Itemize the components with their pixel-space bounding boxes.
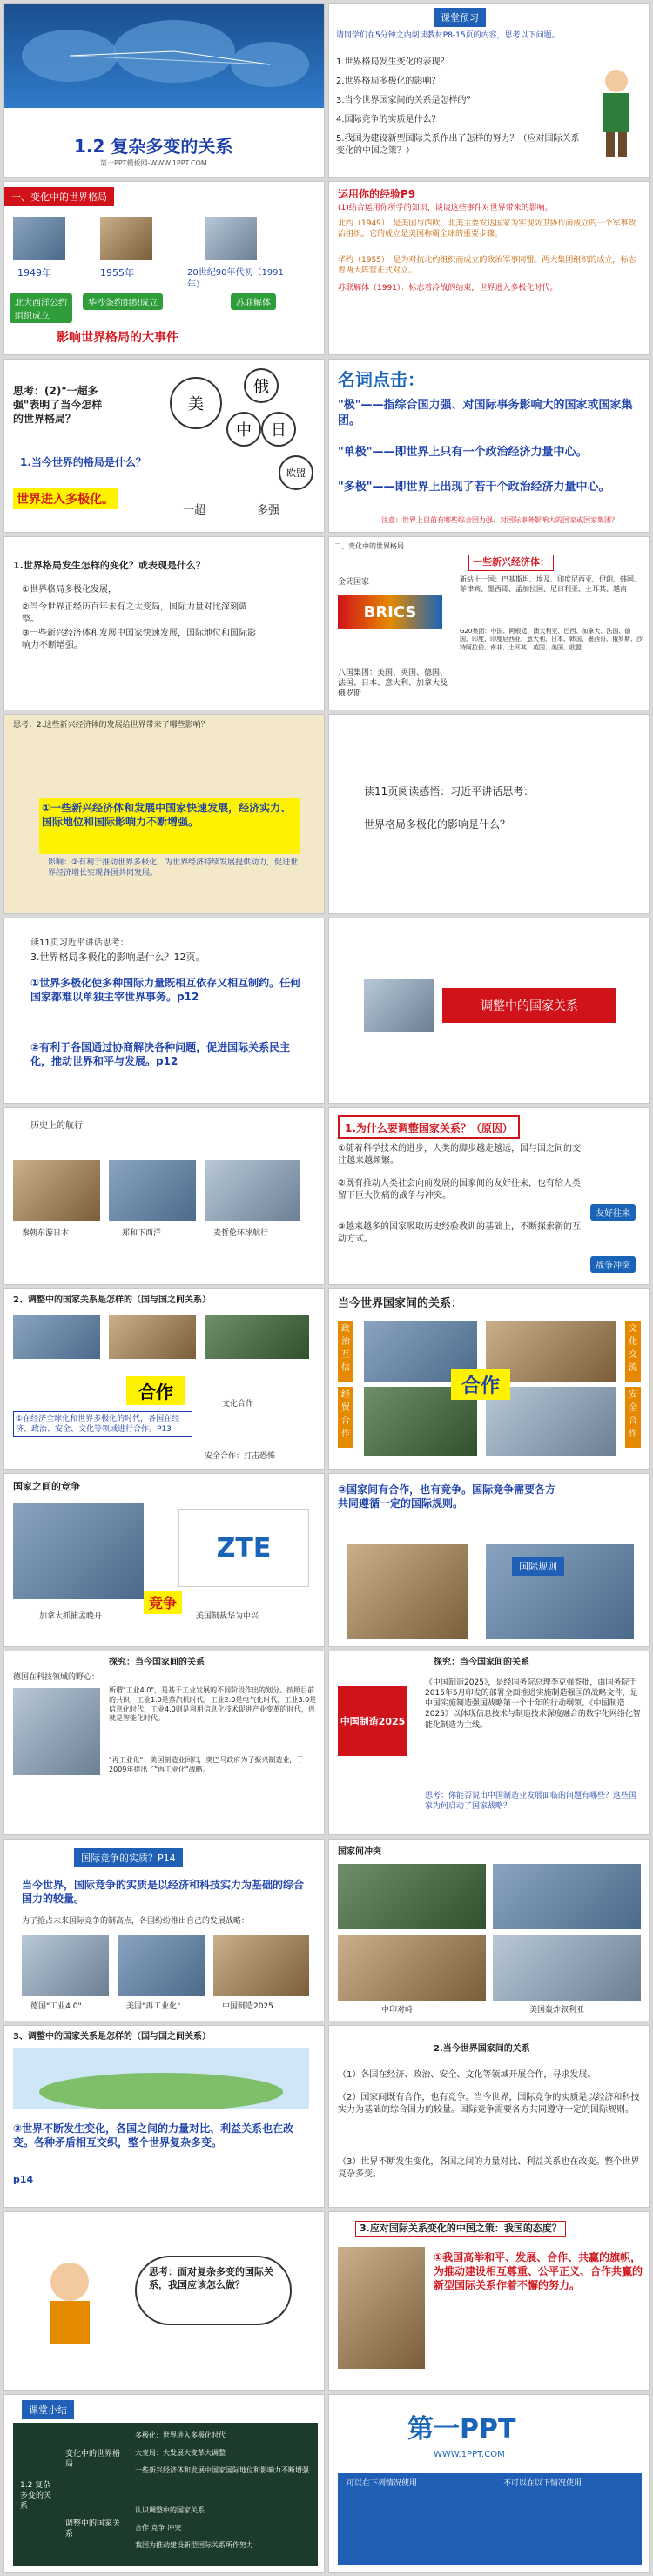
changing-page: p14 — [13, 2174, 34, 2185]
war-tag: 战争冲突 — [590, 1256, 636, 1273]
multipolar-question: 3.世界格局多极化的影响是什么？12页。 — [30, 952, 205, 963]
cooperation-big: 合作 — [138, 1382, 173, 1402]
reading-p1: 读11页阅读感悟：习近平讲话思考： — [364, 785, 535, 797]
multipolar-a2: ②有利于各国通过协商解决各种问题，促进国际关系民主化，推动世界和平与发展。p12 — [30, 1041, 291, 1068]
slide-terms — [328, 359, 650, 533]
conflict-caption-1: 中印对峙 — [381, 2006, 414, 2014]
think-bubble — [135, 2256, 292, 2325]
coop-caption-1: 文化合作 — [222, 1400, 254, 1409]
slide-relations-summary — [328, 2025, 650, 2208]
terms-note: 注意：世界上目前有哪些综合国力强、对国际事务影响大的国家或国家集团？ — [381, 516, 618, 524]
event-ussr: 苏联解体 — [231, 293, 276, 310]
pattern-question: 1.当今世界的格局是什么？ — [20, 456, 146, 468]
student-illustration — [30, 2256, 109, 2351]
competition-big-box — [144, 1591, 182, 1614]
slide-adjusting — [328, 918, 650, 1104]
year-1991: 20世纪90年代初（1991年） — [187, 268, 284, 290]
slide-why-adjust — [328, 1107, 650, 1285]
explore-photo — [13, 1688, 100, 1775]
experience-body-1: (1)结合运用你所学的知识，谈谈这些事件对世界带来的影响。 — [338, 204, 553, 212]
changes-question: 1.世界格局发生怎样的变化？或表现是什么？ — [13, 560, 205, 571]
circle-us: 美 — [170, 377, 222, 429]
changes-a1: ①世界格局多极化发展， — [22, 585, 117, 595]
cooperation-answer: ①在经济全球化和世界多极化的时代，各国在经济、政治、安全、文化等领域进行合作。P13 — [13, 1411, 192, 1437]
explore-china-body: 《中国制造2025》，是经国务院总理李克强签批，由国务院于2015年5月印发的部署全面推进实施制造强国的战略文件，是中国实施制造强国战略第一个十年的行动纲领。《中国制造2025》以体现信息技术与制造技术深度融合的数字化网络化智能化制造为主线。 — [425, 1678, 641, 1730]
voyage-caption-1: 秦朝东游日本 — [22, 1229, 70, 1238]
cooperation-big-box — [126, 1376, 185, 1405]
recap-item-5: 合作 竞争 冲突 — [135, 2524, 182, 2532]
circle-japan: 日 — [261, 412, 296, 447]
impact-answer: ①一些新兴经济体和发展中国家快速发展，经济实力、国际地位和国际影响力不断增强。 — [42, 802, 292, 829]
slide-relations — [328, 1288, 650, 1470]
label-one-super: 一超 — [183, 504, 206, 517]
nature-caption-2: 美国"再工业化" — [126, 2002, 181, 2011]
g8-text: 八国集团：美国、英国、德国、法国、日本、意大利、加拿大及俄罗斯 — [338, 669, 448, 699]
event-warsaw: 华沙条约组织成立 — [83, 293, 163, 310]
footer-panel — [338, 2473, 642, 2565]
footer-right: 不可以在以下情况使用 — [503, 2479, 582, 2488]
slide-competition — [3, 1473, 325, 1647]
think-text: 思考：(2)"一超多强"表明了当今怎样的世界格局？ — [13, 385, 103, 426]
recap-branch-1: 变化中的世界格局 — [65, 2450, 121, 2470]
think-bubble-text: 思考：面对复杂多变的国际关系，我国应该怎么做？ — [149, 2266, 273, 2290]
slide-think — [3, 2211, 325, 2391]
cooperation-question: 2、调整中的国家关系是怎样的（国与国之间关系） — [13, 1295, 211, 1305]
rules-photo — [347, 1544, 468, 1639]
nature-photo-3 — [213, 1935, 309, 1996]
voyages-title: 历史上的航行 — [30, 1121, 83, 1131]
slide-title-text: 1.2 复杂多变的关系 — [74, 136, 233, 157]
preview-intro: 请同学们在5分钟之内阅读教材P8-15页的内容，思考以下问题。 — [336, 31, 560, 40]
conflict-photo-3 — [338, 1935, 486, 2001]
relations-t4: 安全合作 — [625, 1387, 641, 1448]
slide-one-super — [3, 359, 325, 533]
slide-explore-germany — [3, 1651, 325, 1835]
emerging-header: 二、变化中的世界格局 — [334, 542, 404, 550]
events-caption: 影响世界格局的大事件 — [57, 331, 178, 345]
slide-reading — [328, 714, 650, 914]
preview-q3: 3.当今世界国家间的关系是怎样的？ — [336, 96, 475, 105]
zte-logo: ZTE — [178, 1509, 309, 1587]
slide-conflict — [328, 1839, 650, 2021]
section-header: 一、变化中的世界格局 — [4, 187, 114, 206]
relations-t2: 经贸合作 — [338, 1387, 353, 1448]
rules-answer: ②国家间有合作，也有竞争。国际竞争需要各方共同遵循一定的国际规则。 — [338, 1483, 556, 1510]
nature-answer: 当今世界，国际竞争的实质是以经济和科技实力为基础的综合国力的较量。 — [22, 1879, 305, 1906]
label-many-strong: 多强 — [257, 504, 280, 517]
world-map-graphic — [9, 8, 322, 111]
impact-answer-box — [39, 798, 300, 854]
term-pole: "极"——指综合国力强、对国际事务影响大的国家或国家集团。 — [338, 399, 633, 427]
footer-url: WWW.1PPT.COM — [434, 2450, 505, 2459]
explore-body: 所谓"工业4.0"，是基于工业发展的不同阶段作出的划分。按照目前的共识，工业1.0是蒸汽机时代，工业2.0是电气化时代，工业3.0是信息化时代，工业4.0则是利用信息化技术促进产业变革的时代，也就是智能化时代。 — [109, 1686, 317, 1723]
competition-big: 竞争 — [149, 1595, 178, 1611]
explore-china-question: 思考：你能否说出中国制造业发展面临的问题有哪些？这些国家为何启动了国家战略？ — [425, 1792, 637, 1812]
conflict-photo-1 — [338, 1864, 486, 1929]
relations-big: 合作 — [461, 1375, 501, 1397]
china-2025-logo: 中国制造2025 — [338, 1686, 407, 1756]
summary-a3: （3）世界不断发生变化，各国之间的力量对比、利益关系也在改变。整个世界复杂多变。 — [338, 2157, 640, 2179]
year-1949: 1949年 — [17, 267, 51, 279]
recap-item-4: 认识调整中的国家关系 — [135, 2506, 205, 2514]
impact-question: 思考：2.这些新兴经济体的发展给世界带来了哪些影响？ — [13, 721, 209, 730]
preview-q4: 4.国际竞争的实质是什么？ — [336, 115, 441, 124]
changes-a2: ②当今世界正经历百年未有之大变局，国际力量对比深刻调整。 — [22, 602, 247, 624]
year-1955: 1955年 — [100, 267, 134, 279]
next11-text: 新钻十一国：巴基斯坦、埃及、印度尼西亚、伊朗、韩国、菲律宾、墨西哥、孟加拉国、尼日利亚、土耳其、越南 — [460, 575, 641, 593]
relations-t1: 政治互信 — [338, 1321, 353, 1382]
world-banner — [13, 2048, 309, 2109]
experience-body-3: 华约（1955）：是为对抗北约组织而成立的政治军事同盟。两大集团组织的成立，标志着两大阵营正式对立。 — [338, 256, 636, 276]
terms-title: 名词点击： — [338, 369, 425, 390]
experience-title: 运用你的经验P9 — [338, 188, 416, 200]
relations-title: 当今世界国家间的关系： — [338, 1297, 463, 1310]
slide-china-policy — [328, 2211, 650, 2391]
recap-branch-2: 调整中的国家关系 — [65, 2519, 121, 2539]
voyage-photo-2 — [109, 1160, 196, 1221]
conflict-title: 国家间冲突 — [338, 1847, 381, 1857]
relations-t3: 文化交流 — [625, 1321, 641, 1382]
why-question-box — [338, 1115, 520, 1139]
answer-text: 世界进入多极化。 — [17, 493, 114, 507]
slide-competition-nature — [3, 1839, 325, 2021]
policy-answer: ①我国高举和平、发展、合作、共赢的旗帜，为推动建设相互尊重、公平正义、合作共赢的新型国际关系作着不懈的努力。 — [434, 2251, 643, 2292]
slide-experience — [328, 181, 650, 355]
event-nato: 北大西洋公约组织成立 — [10, 293, 72, 323]
slide-voyages — [3, 1107, 325, 1285]
circle-eu: 欧盟 — [279, 455, 313, 490]
ship-photo — [364, 979, 434, 1032]
slide-preview — [328, 3, 650, 178]
term-multipolar: "多极"——即世界上出现了若干个政治经济力量中心。 — [338, 481, 610, 494]
preview-badge: 课堂预习 — [434, 8, 486, 27]
rules-badge: 国际规则 — [512, 1557, 564, 1576]
answer-box — [13, 488, 118, 509]
conflict-photo-2 — [493, 1864, 641, 1929]
preview-q2: 2.世界格局多极化的影响？ — [336, 77, 441, 86]
slide-recap — [3, 2394, 325, 2573]
changing-question: 3、调整中的国家关系是怎样的（国与国之间关系） — [13, 2032, 211, 2041]
slide-changing-world — [3, 2025, 325, 2208]
footer-logo: 第一PPT — [407, 2414, 516, 2445]
conflict-caption-2: 美国轰炸叙利亚 — [529, 2006, 585, 2014]
coop-photo-2 — [109, 1315, 196, 1359]
recap-item-1: 多极化：世界进入多极化时代 — [135, 2431, 226, 2439]
teacher-illustration — [590, 65, 643, 161]
policy-question: 3.应对国际关系变化的中国之策：我国的态度？ — [355, 2221, 566, 2237]
explore-china-title: 探究：当今国家间的关系 — [434, 1658, 529, 1667]
relations-big-box — [451, 1369, 510, 1400]
ussr-photo — [205, 217, 257, 260]
recap-board — [13, 2423, 318, 2566]
slide-explore-china — [328, 1651, 650, 1835]
summary-title: 2.当今世界国家间的关系 — [434, 2044, 530, 2054]
competition-caption-1: 加拿大抓捕孟晚舟 — [39, 1612, 103, 1621]
slide-cooperation — [3, 1288, 325, 1470]
recap-item-3: 一些新兴经济体和发展中国家国际地位和影响力不断增强 — [135, 2466, 309, 2474]
experience-body-2: 北约（1949）：是美国与西欧、北美主要发达国家为实现防卫协作而成立的一个军事政治组织。它的成立是美国称霸全球的重要步骤。 — [338, 219, 636, 239]
slide-changes — [3, 536, 325, 710]
recap-badge: 课堂小结 — [22, 2400, 74, 2419]
friendly-tag: 友好往来 — [590, 1204, 636, 1221]
slide-world-events — [3, 181, 325, 355]
footer-left: 可以在下列情况使用 — [347, 2479, 418, 2488]
voyage-caption-3: 麦哲伦环球航行 — [213, 1229, 269, 1238]
summary-a1: （1）各国在经济、政治、安全、文化等领域开展合作，寻求发展。 — [338, 2070, 596, 2080]
recap-root: 1.2 复杂多变的关系 — [20, 2481, 52, 2512]
circle-russia: 俄 — [244, 368, 279, 403]
nature-photo-1 — [22, 1935, 109, 1996]
g20-text: G20集团：中国、阿根廷、澳大利亚、巴西、加拿大、法国、德国、印度、印度尼西亚、意大利、日本、韩国、墨西哥、俄罗斯、沙特阿拉伯、南非、土耳其、英国、美国、欧盟 — [460, 628, 643, 651]
competition-caption-2: 美国制裁华为中兴 — [196, 1612, 259, 1621]
explore-title: 探究：当今国家间的关系 — [109, 1658, 205, 1667]
emerging-tag: 一些新兴经济体： — [468, 555, 554, 571]
conflict-photo-4 — [493, 1935, 641, 2001]
recap-item-6: 我国为推动建设新型国际关系所作努力 — [135, 2541, 253, 2549]
slide-title — [3, 3, 325, 178]
why-a3: ③越来越多的国家吸取历史经验教训的基础上，不断探索新的互动方式。 — [338, 1222, 581, 1244]
experience-body-4: 苏联解体（1991）：标志着冷战的结束，世界进入多极化时代。 — [338, 284, 558, 293]
competition-photo-1 — [13, 1503, 144, 1599]
explore-sub: 德国在科技领域的野心： — [13, 1673, 100, 1682]
nature-caption-1: 德国"工业4.0" — [30, 2002, 82, 2011]
brics-logo: BRICS — [338, 595, 442, 629]
term-unipolar: "单极"——即世界上只有一个政治经济力量中心。 — [338, 446, 588, 459]
slide-subtitle: 第一PPT模板网-WWW.1PPT.COM — [100, 159, 207, 167]
reading-intro: 读11页习近平讲话思考： — [30, 938, 129, 948]
preview-q1: 1.世界格局发生变化的表现？ — [336, 57, 449, 67]
summary-a2: （2）国家间既有合作，也有竞争。当今世界，国际竞争的实质是以经济和科技实力为基础的综合国力的较量。国际竞争需要各方共同遵守一定的国际规则。 — [338, 2093, 640, 2115]
multipolar-a1: ①世界多极化使多种国际力量既相互依存又相互制约。任何国家都难以单独主宰世界事务。p12 — [30, 977, 301, 1004]
policy-photo — [338, 2247, 425, 2369]
voyage-caption-2: 郑和下西洋 — [122, 1229, 162, 1238]
recap-item-2: 大变局：大发展大变革大调整 — [135, 2449, 226, 2457]
changes-a3: ③一些新兴经济体和发展中国家快速发展，国际地位和国际影响力不断增强。 — [22, 629, 256, 650]
slide-rules — [328, 1473, 650, 1647]
nature-title: 国际竞争的实质？P14 — [74, 1848, 183, 1867]
slide-emerging — [328, 536, 650, 710]
nature-sub: 为了抢占未来国际竞争的制高点，各国纷纷推出自己的发展战略： — [22, 1917, 250, 1926]
adjusting-title: 调整中的国家关系 — [442, 988, 616, 1023]
nature-caption-3: 中国制造2025 — [222, 2002, 273, 2011]
reading-p2: 世界格局多极化的影响是什么？ — [364, 818, 511, 831]
coop-photo-1 — [13, 1315, 100, 1359]
slide-multipolar-impact — [3, 918, 325, 1104]
impact-note: 影响：②有利于推动世界多极化，为世界经济持续发展提供动力，促进世界经济增长实现各国共同发展。 — [48, 858, 299, 878]
competition-title: 国家之间的竞争 — [13, 1481, 80, 1492]
changing-answer: ③世界不断发生变化，各国之间的力量对比、利益关系也在改变。各种矛盾相互交织，整个世界复杂多变。 — [13, 2122, 294, 2149]
nature-photo-2 — [118, 1935, 205, 1996]
coop-caption-2: 安全合作：打击恐怖 — [205, 1452, 276, 1461]
preview-q5: 5.我国为建设新型国际关系作出了怎样的努力？（应对国际关系变化的中国之策？） — [336, 134, 580, 156]
nato-photo — [13, 217, 65, 260]
why-a2: ②既有推动人类社会向前发展的国家间的友好往来，也有给人类留下巨大伤痛的战争与冲突。 — [338, 1179, 581, 1201]
circle-china: 中 — [226, 412, 261, 447]
slide-footer — [328, 2394, 650, 2573]
coop-photo-3 — [205, 1315, 309, 1359]
warsaw-photo — [100, 217, 152, 260]
brics-label: 金砖国家 — [338, 578, 370, 587]
explore-body-2: "再工业化"：美国制造业回归，奥巴马政府为了振兴制造业，于2009年提出了"再工业化"战略。 — [109, 1756, 304, 1773]
voyage-photo-1 — [13, 1160, 100, 1221]
why-question: 1.为什么要调整国家关系？（原因） — [345, 1122, 513, 1134]
voyage-photo-3 — [205, 1160, 300, 1221]
why-a1: ①随着科学技术的进步，人类的脚步越走越远，国与国之间的交往越来越频繁。 — [338, 1144, 581, 1166]
slide-emerging-impact — [3, 714, 325, 914]
